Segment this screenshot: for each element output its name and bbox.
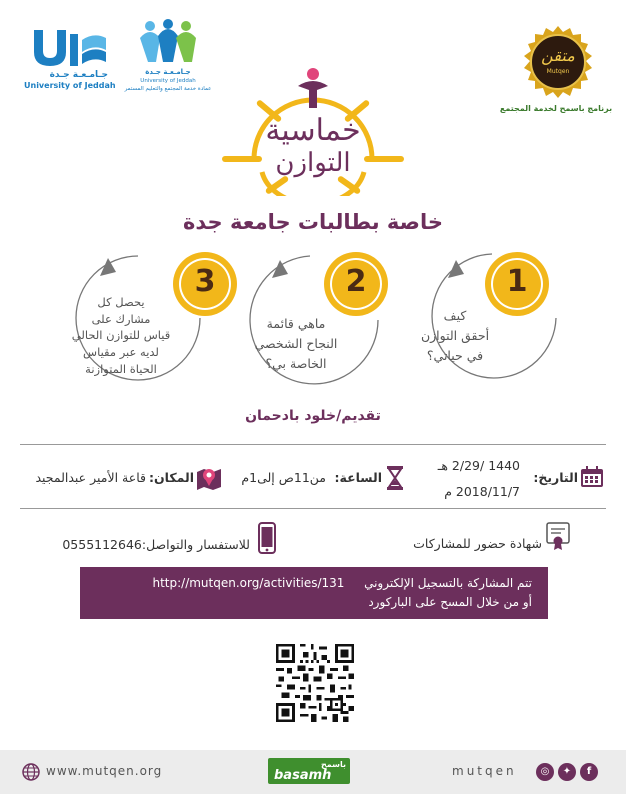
certificate-icon (546, 522, 570, 550)
date-label: التاريخ: (533, 470, 578, 485)
dept-university-ar: جـامـعـة جـدة (145, 68, 191, 76)
presenter-name: تقديم/خلود بادحمان (245, 408, 381, 424)
registration-text: تتم المشاركة بالتسجيل الإلكتروني (364, 576, 532, 590)
date-hijri: 1440 /2/29 هـ (437, 458, 520, 473)
mutqen-caption: برنامج باسمح لخدمة المجتمع (499, 104, 613, 113)
divider-top (20, 444, 606, 445)
divider-bottom (20, 508, 606, 509)
contact-text: للاستفسار والتواصل:0555112646 (62, 537, 250, 552)
twitter-icon[interactable]: ✦ (558, 763, 576, 781)
phone-icon (258, 522, 276, 554)
community-service-deanship-logo (118, 18, 218, 98)
step-1-number: 1 (506, 264, 528, 299)
step-2-number: 2 (345, 264, 367, 299)
instagram-icon[interactable]: ◎ (536, 763, 554, 781)
time-value: من11ص إلى1م (241, 470, 326, 485)
step-2-text: ماهي قائمة النجاح الشخصي الخاصة بي؟ (254, 316, 338, 371)
basamh-logo (268, 758, 350, 784)
website-link[interactable]: www.mutqen.org (46, 764, 163, 778)
event-title-line2: التوازن (275, 148, 351, 178)
step-1-text: كيف أحقق التوازن في حياتي؟ (420, 308, 490, 363)
seal-title: متقن (541, 46, 575, 65)
registration-box (80, 567, 548, 619)
barcode-scan-text: أو من خلال المسح على الباركورد (368, 594, 532, 609)
university-name-ar: جـامـعـة جـدة (49, 70, 108, 80)
registration-url[interactable]: http://mutqen.org/activities/131 (152, 576, 345, 590)
footer-bar (0, 750, 626, 794)
map-pin-icon (196, 466, 222, 490)
globe-icon (22, 763, 40, 781)
qr-code[interactable] (276, 644, 354, 722)
seal-subtitle: Mutqen (546, 68, 570, 75)
step-3-number: 3 (194, 264, 216, 299)
certificate-text: شهادة حضور للمشاركات (413, 536, 542, 551)
university-mark-icon (30, 28, 108, 68)
place-value: قاعة الأمير عبدالمجيد (35, 470, 146, 485)
basamh-logo-ar: باسمح (320, 760, 346, 769)
dept-description: عمادة خدمة المجتمع والتعليم المستمر (124, 86, 212, 92)
audience-subtitle: خاصة بطالبات جامعة جدة (183, 210, 443, 234)
people-figures-icon (136, 18, 200, 64)
calendar-icon (580, 466, 604, 488)
event-title-line1: خماسية (265, 113, 361, 148)
university-name-en: University of Jeddah (24, 81, 116, 90)
hourglass-icon (386, 466, 404, 490)
dept-university-en: University of Jeddah (140, 78, 196, 84)
basamh-logo-text: basamh (274, 768, 332, 783)
mutqen-seal-logo (520, 26, 596, 102)
time-label: الساعة: (334, 470, 382, 485)
place-label: المكان: (149, 470, 194, 485)
social-handle[interactable]: mutqen (452, 764, 517, 778)
university-of-jeddah-logo (24, 28, 114, 92)
step-3-text: يحصل كل مشارك على قياس للتوازن الحالي لديه عبر مقياس الحياة المتوازنة (71, 295, 171, 376)
facebook-icon[interactable]: f (580, 763, 598, 781)
date-gregorian: 2018/11/7 م (444, 484, 520, 499)
